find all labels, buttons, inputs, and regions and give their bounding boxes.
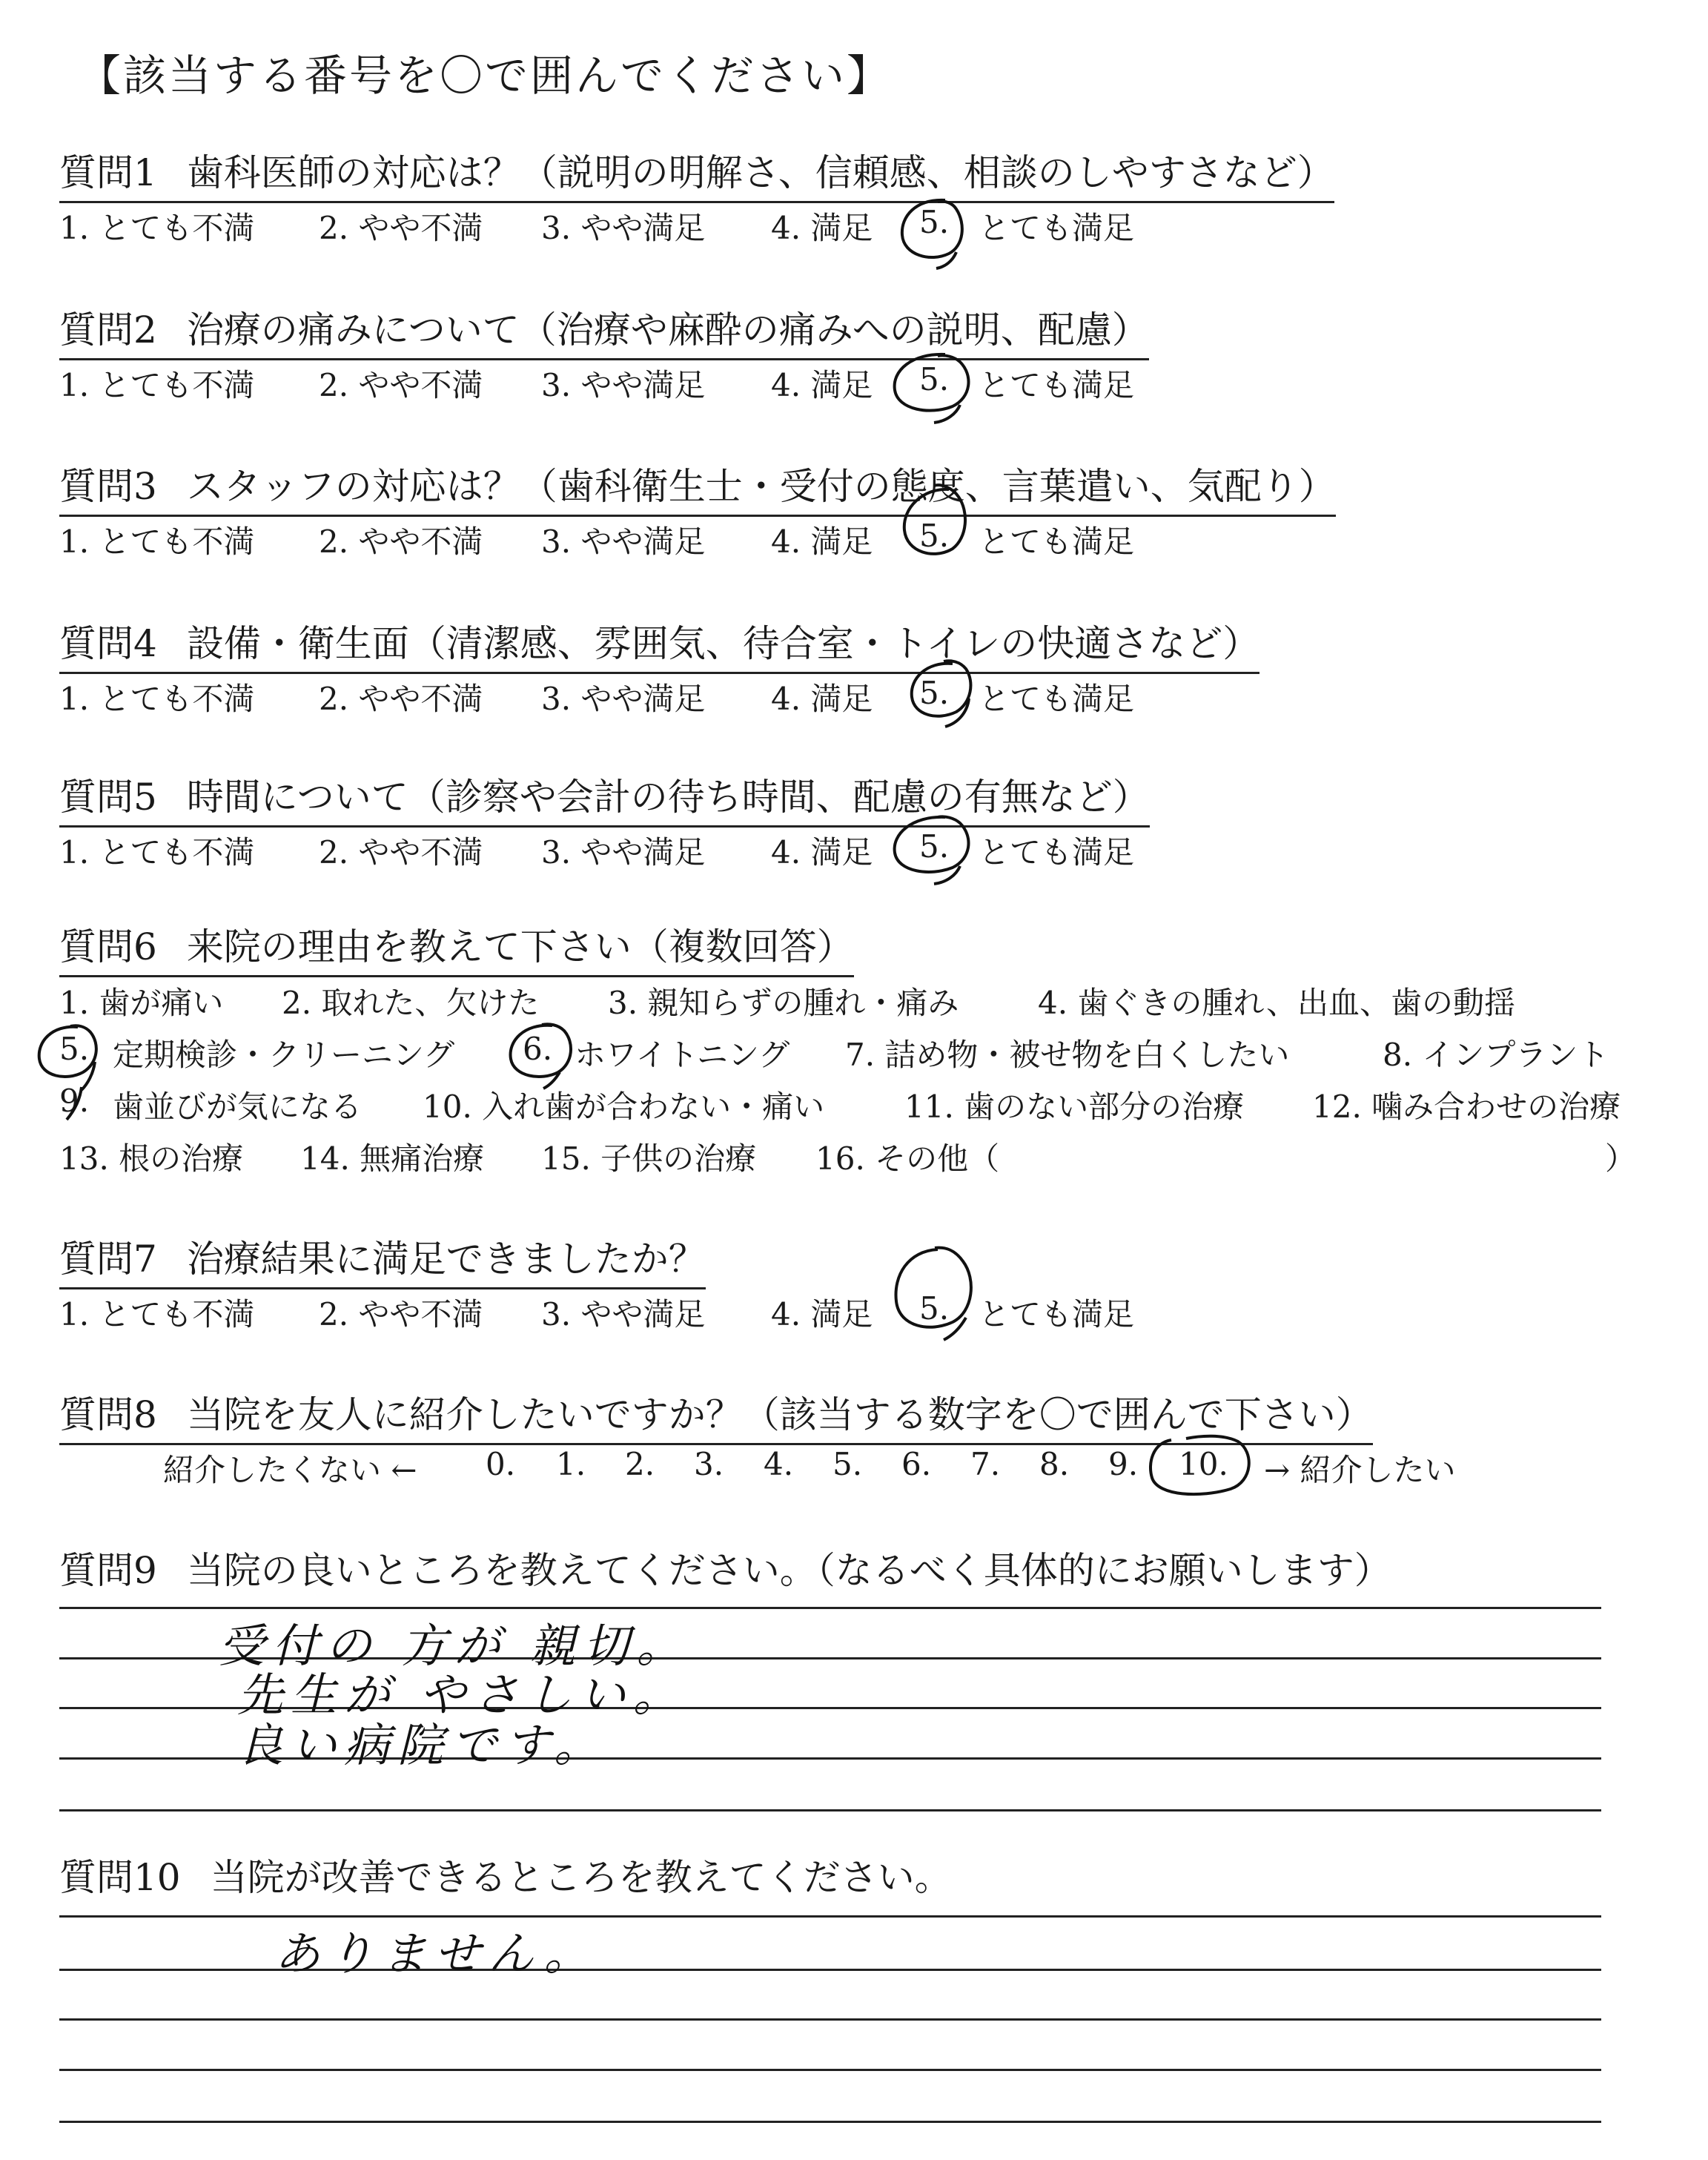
option-5-label[interactable]: とても満足: [979, 681, 1135, 717]
option-4[interactable]: 4. 満足: [771, 1296, 873, 1332]
option-2[interactable]: 2. やや不満: [319, 834, 483, 871]
question-6-text: 来院の理由を教えて下さい（複数回答）: [186, 925, 854, 968]
option-5-label[interactable]: とても満足: [979, 1296, 1135, 1332]
option-3[interactable]: 3. やや満足: [541, 834, 706, 871]
option-1[interactable]: 1. とても不満: [59, 1296, 255, 1332]
question-8-heading: [59, 1385, 1373, 1445]
scale-4[interactable]: 4.: [764, 1446, 794, 1482]
option-2[interactable]: 2. やや不満: [319, 681, 483, 717]
question-4-number: 質問4: [59, 622, 157, 665]
option-1[interactable]: 1. とても不満: [59, 834, 255, 871]
option-2[interactable]: 2. やや不満: [319, 524, 483, 560]
option-3[interactable]: 3. やや満足: [541, 681, 706, 717]
reason-4[interactable]: 4. 歯ぐきの腫れ、出血、歯の動揺: [1038, 985, 1515, 1021]
question-9-text: 当院の良いところを教えてください。（なるべく具体的にお願いします）: [186, 1549, 1391, 1592]
option-5-number[interactable]: 5.: [919, 361, 950, 397]
scale-left-label: 紹介したくない ←: [163, 1452, 417, 1488]
scale-2[interactable]: 2.: [625, 1446, 655, 1482]
answer-line: [59, 2121, 1601, 2123]
option-5-number[interactable]: 5.: [919, 518, 950, 554]
scale-8[interactable]: 8.: [1039, 1446, 1070, 1482]
question-7-text: 治療結果に満足できましたか？: [186, 1238, 706, 1281]
question-2-number: 質問2: [59, 308, 157, 351]
option-3[interactable]: 3. やや満足: [541, 367, 706, 403]
question-6-heading: [59, 917, 854, 977]
option-1[interactable]: 1. とても不満: [59, 681, 255, 717]
scale-7[interactable]: 7.: [970, 1446, 1001, 1482]
question-7-heading: [59, 1229, 706, 1289]
question-5-number: 質問5: [59, 776, 157, 819]
option-5-label[interactable]: とても満足: [979, 367, 1135, 403]
scale-5[interactable]: 5.: [833, 1446, 863, 1482]
option-1[interactable]: 1. とても不満: [59, 524, 255, 560]
question-10-number: 質問10: [59, 1856, 181, 1899]
option-5-number[interactable]: 5.: [919, 1290, 950, 1327]
reason-8[interactable]: 8. インプラント: [1383, 1037, 1609, 1073]
question-1-text: 歯科医師の対応は？（説明の明解さ、信頼感、相談のしやすさなど）: [186, 151, 1334, 194]
question-2-text: 治療の痛みについて（治療や麻酔の痛みへの説明、配慮）: [186, 308, 1149, 351]
reason-5-label[interactable]: 定期検診・クリーニング: [113, 1037, 455, 1073]
question-4-heading: [59, 614, 1260, 674]
scale-3[interactable]: 3.: [694, 1446, 724, 1482]
question-9-heading: [59, 1541, 1391, 1599]
option-2[interactable]: 2. やや不満: [319, 1296, 483, 1332]
question-1-heading: [59, 143, 1334, 203]
question-3-text: スタッフの対応は？（歯科衛生士・受付の態度、言葉遣い、気配り）: [186, 465, 1336, 508]
question-6-number: 質問6: [59, 925, 157, 968]
option-5-label[interactable]: とても満足: [979, 834, 1135, 871]
option-5-number[interactable]: 5.: [919, 204, 950, 240]
option-3[interactable]: 3. やや満足: [541, 210, 706, 246]
scale-right-label: → 紹介したい: [1264, 1452, 1456, 1488]
q9-answer-line-3: 良い病院です。: [237, 1718, 608, 1772]
option-4[interactable]: 4. 満足: [771, 834, 873, 871]
option-4[interactable]: 4. 満足: [771, 367, 873, 403]
question-9-number: 質問9: [59, 1549, 157, 1592]
question-5-heading: [59, 767, 1150, 828]
scale-10[interactable]: 10.: [1179, 1446, 1228, 1482]
question-8-text: 当院を友人に紹介したいですか？（該当する数字を〇で囲んで下さい）: [186, 1393, 1373, 1436]
q9-answer-line-2: 先生が やさしい。: [237, 1668, 686, 1722]
reason-10[interactable]: 10. 入れ歯が合わない・痛い: [423, 1089, 825, 1125]
question-3-heading: [59, 457, 1336, 517]
scale-9[interactable]: 9.: [1108, 1446, 1139, 1482]
question-3-number: 質問3: [59, 465, 157, 508]
option-5-label[interactable]: とても満足: [979, 524, 1135, 560]
reason-2[interactable]: 2. 取れた、欠けた: [282, 985, 540, 1021]
reason-6-label[interactable]: ホワイトニング: [575, 1037, 790, 1073]
question-4-text: 設備・衛生面（清潔感、雰囲気、待合室・トイレの快適さなど）: [186, 622, 1260, 665]
reason-3[interactable]: 3. 親知らずの腫れ・痛み: [608, 985, 959, 1021]
page-title: 【該当する番号を〇で囲んでください】: [78, 50, 893, 101]
question-1-number: 質問1: [59, 151, 157, 194]
reason-14[interactable]: 14. 無痛治療: [300, 1140, 485, 1177]
reason-16-close-paren: ）: [1605, 1140, 1637, 1177]
option-3[interactable]: 3. やや満足: [541, 1296, 706, 1332]
q10-answer-line-1: ありません。: [274, 1926, 598, 1981]
reason-9-label[interactable]: 歯並びが気になる: [113, 1089, 363, 1125]
option-1[interactable]: 1. とても不満: [59, 210, 255, 246]
question-5-text: 時間について（診察や会計の待ち時間、配慮の有無など）: [186, 776, 1150, 819]
option-5-number[interactable]: 5.: [919, 828, 950, 865]
answer-line: [59, 1809, 1601, 1811]
question-8-number: 質問8: [59, 1393, 157, 1436]
question-2-heading: [59, 300, 1149, 360]
reason-9-number[interactable]: 9.: [59, 1083, 90, 1119]
option-4[interactable]: 4. 満足: [771, 524, 873, 560]
q9-answer-line-1: 受付の 方が 親切。: [219, 1619, 690, 1673]
question-10-heading: [59, 1848, 952, 1906]
reason-15[interactable]: 15. 子供の治療: [541, 1140, 757, 1177]
reason-13[interactable]: 13. 根の治療: [59, 1140, 244, 1177]
option-4[interactable]: 4. 満足: [771, 210, 873, 246]
option-5-number[interactable]: 5.: [919, 675, 950, 711]
option-1[interactable]: 1. とても不満: [59, 367, 255, 403]
option-5-label[interactable]: とても満足: [979, 210, 1135, 246]
scale-0[interactable]: 0.: [486, 1446, 516, 1482]
reason-6-number[interactable]: 6.: [523, 1031, 553, 1067]
option-2[interactable]: 2. やや不満: [319, 210, 483, 246]
reason-1[interactable]: 1. 歯が痛い: [59, 985, 224, 1021]
option-3[interactable]: 3. やや満足: [541, 524, 706, 560]
scale-1[interactable]: 1.: [556, 1446, 586, 1482]
reason-12[interactable]: 12. 噛み合わせの治療: [1312, 1089, 1621, 1125]
answer-line: [59, 2069, 1601, 2071]
option-2[interactable]: 2. やや不満: [319, 367, 483, 403]
reason-11[interactable]: 11. 歯のない部分の治療: [904, 1089, 1245, 1125]
answer-line: [59, 2018, 1601, 2021]
reason-7[interactable]: 7. 詰め物・被せ物を白くしたい: [845, 1037, 1290, 1073]
reason-16[interactable]: 16. その他（: [815, 1140, 1000, 1177]
question-10-text: 当院が改善できるところを教えてください。: [210, 1856, 952, 1899]
question-7-number: 質問7: [59, 1238, 157, 1281]
reason-5-number[interactable]: 5.: [59, 1031, 90, 1067]
scale-6[interactable]: 6.: [901, 1446, 932, 1482]
option-4[interactable]: 4. 満足: [771, 681, 873, 717]
